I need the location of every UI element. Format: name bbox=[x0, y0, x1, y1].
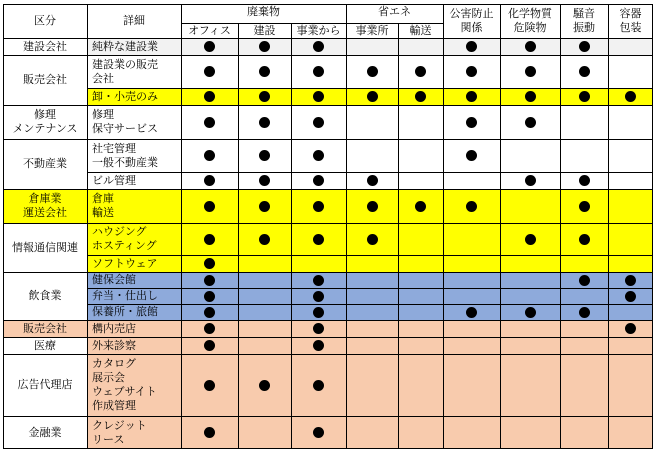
grid-line-v bbox=[3, 4, 4, 449]
mark-dot bbox=[204, 258, 215, 269]
header-shoene: 省エネ bbox=[378, 5, 411, 18]
category-label: 修理 メンテナンス bbox=[12, 108, 78, 135]
mark-dot bbox=[313, 234, 324, 245]
mark-dot bbox=[525, 234, 536, 245]
mark-dot bbox=[415, 91, 426, 102]
subheader-jigyousho: 事業所 bbox=[355, 24, 389, 37]
mark-dot bbox=[579, 201, 590, 212]
mark-dot bbox=[313, 66, 324, 77]
subheader-office: オフィス bbox=[188, 24, 231, 37]
category-label: 建設会社 bbox=[23, 40, 67, 53]
category-label: 販売会社 bbox=[23, 322, 67, 335]
mark-dot bbox=[204, 150, 215, 161]
mark-dot bbox=[313, 175, 324, 186]
header-kagaku: 化学物質 危険物 bbox=[508, 7, 552, 34]
mark-dot bbox=[579, 41, 590, 52]
grid-line-v bbox=[181, 4, 182, 449]
row-detail: 構内売店 bbox=[92, 322, 136, 335]
grid-line-h bbox=[87, 288, 653, 289]
mark-dot bbox=[204, 380, 215, 391]
mark-dot bbox=[259, 117, 270, 128]
mark-dot bbox=[313, 41, 324, 52]
category-label: 金融業 bbox=[28, 426, 62, 439]
mark-dot bbox=[525, 66, 536, 77]
mark-dot bbox=[313, 150, 324, 161]
grid-line-h bbox=[3, 337, 653, 338]
grid-line-v bbox=[87, 4, 88, 449]
mark-dot bbox=[466, 307, 477, 318]
mark-dot bbox=[204, 340, 215, 351]
mark-dot bbox=[313, 340, 324, 351]
grid-line-v bbox=[238, 23, 239, 449]
mark-dot bbox=[625, 291, 636, 302]
row-detail: 外来診察 bbox=[92, 339, 136, 352]
grid-line-h bbox=[181, 23, 443, 24]
row-detail: 社宅管理 一般不動産業 bbox=[92, 142, 158, 169]
mark-dot bbox=[259, 175, 270, 186]
mark-dot bbox=[579, 275, 590, 286]
mark-dot bbox=[466, 150, 477, 161]
mark-dot bbox=[204, 66, 215, 77]
mark-dot bbox=[579, 234, 590, 245]
mark-dot bbox=[313, 91, 324, 102]
mark-dot bbox=[313, 427, 324, 438]
grid-line-h bbox=[3, 223, 653, 224]
mark-dot bbox=[259, 150, 270, 161]
mark-dot bbox=[259, 66, 270, 77]
row-detail: 弁当・仕出し bbox=[92, 289, 158, 302]
grid-line-h bbox=[3, 272, 653, 273]
header-shosai: 詳細 bbox=[123, 14, 145, 27]
mark-dot bbox=[525, 91, 536, 102]
mark-dot bbox=[415, 201, 426, 212]
mark-dot bbox=[204, 41, 215, 52]
grid-line-h bbox=[3, 320, 653, 321]
mark-dot bbox=[367, 234, 378, 245]
category-label: 飲食業 bbox=[28, 289, 62, 302]
grid-line-h bbox=[3, 4, 653, 5]
mark-dot bbox=[313, 323, 324, 334]
mark-dot bbox=[466, 91, 477, 102]
mark-dot bbox=[367, 175, 378, 186]
row-detail: 純粋な建設業 bbox=[92, 40, 158, 53]
grid-line-h bbox=[87, 304, 653, 305]
mark-dot bbox=[204, 427, 215, 438]
mark-dot bbox=[313, 117, 324, 128]
grid-line-h bbox=[3, 139, 653, 140]
mark-dot bbox=[525, 41, 536, 52]
mark-dot bbox=[367, 66, 378, 77]
row-detail: ソフトウェア bbox=[92, 257, 158, 270]
mark-dot bbox=[313, 201, 324, 212]
row-detail: ビル管理 bbox=[92, 174, 136, 187]
row-detail: ハウジング ホスティング bbox=[92, 225, 157, 252]
row-detail: カタログ 展示会 ウェブサイト 作成管理 bbox=[92, 357, 157, 412]
grid-line-h bbox=[3, 354, 653, 355]
mark-dot bbox=[625, 275, 636, 286]
subheader-kensetsu: 建設 bbox=[253, 24, 276, 37]
mark-dot bbox=[259, 41, 270, 52]
header-kubun: 区分 bbox=[34, 14, 56, 27]
header-haikibutsu: 廃棄物 bbox=[247, 5, 280, 18]
mark-dot bbox=[204, 117, 215, 128]
category-label: 医療 bbox=[34, 339, 56, 352]
category-label: 情報通信関連 bbox=[12, 241, 78, 254]
mark-dot bbox=[466, 41, 477, 52]
subheader-jigyoukara: 事業から bbox=[296, 24, 341, 37]
grid-line-h bbox=[3, 105, 653, 106]
mark-dot bbox=[525, 175, 536, 186]
grid-line-v bbox=[560, 4, 561, 449]
category-label: 広告代理店 bbox=[17, 378, 73, 391]
mark-dot bbox=[204, 91, 215, 102]
grid-line-h bbox=[3, 189, 653, 190]
subheader-yusou: 輸送 bbox=[409, 24, 432, 37]
mark-dot bbox=[259, 201, 270, 212]
mark-dot bbox=[313, 291, 324, 302]
mark-dot bbox=[204, 323, 215, 334]
category-label: 不動産業 bbox=[23, 157, 67, 170]
grid-line-h bbox=[3, 448, 653, 449]
mark-dot bbox=[259, 380, 270, 391]
grid-line-h bbox=[87, 172, 653, 173]
header-souon: 騒音 振動 bbox=[573, 7, 595, 34]
mark-dot bbox=[204, 307, 215, 318]
row-detail: 建設業の販売 会社 bbox=[92, 58, 158, 85]
row-detail: 倉庫 輸送 bbox=[92, 192, 114, 219]
grid-line-v bbox=[652, 4, 653, 449]
mark-dot bbox=[525, 117, 536, 128]
mark-dot bbox=[204, 201, 215, 212]
mark-dot bbox=[204, 275, 215, 286]
grid-line-h bbox=[3, 55, 653, 56]
mark-dot bbox=[367, 201, 378, 212]
header-youki: 容器 包装 bbox=[619, 7, 642, 34]
mark-dot bbox=[313, 380, 324, 391]
mark-dot bbox=[415, 66, 426, 77]
grid-line-v bbox=[443, 4, 444, 449]
mark-dot bbox=[204, 291, 215, 302]
mark-dot bbox=[579, 307, 590, 318]
grid-line-v bbox=[608, 4, 609, 449]
mark-dot bbox=[579, 66, 590, 77]
grid-line-h bbox=[87, 88, 653, 89]
category-label: 倉庫業 運送会社 bbox=[23, 192, 67, 219]
row-detail: クレジット リース bbox=[92, 419, 147, 446]
mark-dot bbox=[313, 275, 324, 286]
row-detail: 卸・小売のみ bbox=[92, 90, 158, 103]
grid-line-v bbox=[291, 23, 292, 449]
mark-dot bbox=[466, 66, 477, 77]
row-detail: 健保会館 bbox=[92, 273, 136, 286]
header-kougai: 公害防止 関係 bbox=[449, 7, 494, 34]
compliance-matrix-table bbox=[3, 4, 653, 449]
mark-dot bbox=[313, 307, 324, 318]
mark-dot bbox=[367, 91, 378, 102]
row-detail: 保養所・旅館 bbox=[92, 305, 158, 318]
grid-line-v bbox=[500, 4, 501, 449]
row-detail: 修理 保守サービス bbox=[92, 108, 158, 135]
mark-dot bbox=[525, 307, 536, 318]
mark-dot bbox=[466, 117, 477, 128]
grid-line-h bbox=[87, 255, 653, 256]
mark-dot bbox=[204, 175, 215, 186]
category-label: 販売会社 bbox=[23, 73, 67, 86]
mark-dot bbox=[204, 234, 215, 245]
mark-dot bbox=[259, 91, 270, 102]
grid-line-h bbox=[3, 38, 653, 39]
grid-line-v bbox=[346, 4, 347, 449]
mark-dot bbox=[466, 201, 477, 212]
grid-line-h bbox=[3, 416, 653, 417]
mark-dot bbox=[579, 175, 590, 186]
grid-line-v bbox=[398, 23, 399, 449]
mark-dot bbox=[625, 91, 636, 102]
mark-dot bbox=[579, 91, 590, 102]
mark-dot bbox=[625, 323, 636, 334]
mark-dot bbox=[259, 234, 270, 245]
